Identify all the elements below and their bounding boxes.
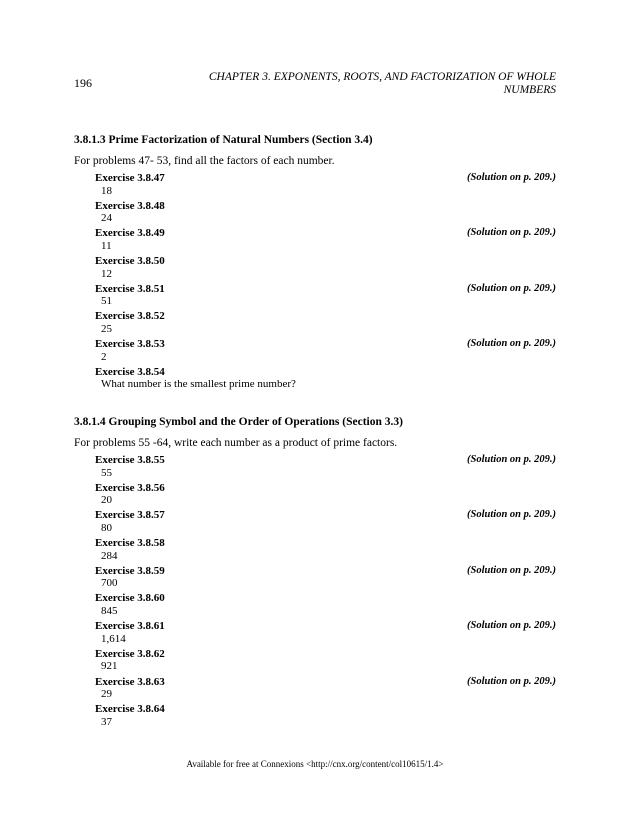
exercise-body: 80 [101, 521, 112, 534]
solution-link[interactable]: (Solution on p. 209.) [467, 675, 556, 687]
exercise-title: Exercise 3.8.52 [95, 310, 165, 323]
chapter-title-line-1: CHAPTER 3. EXPONENTS, ROOTS, AND FACTORIZATION OF WHOLE [208, 71, 556, 83]
exercise-title: Exercise 3.8.51 [95, 282, 165, 295]
solution-link[interactable]: (Solution on p. 209.) [467, 338, 556, 350]
exercise-title: Exercise 3.8.56 [95, 481, 165, 494]
exercise-title: Exercise 3.8.60 [95, 592, 165, 605]
exercise-body: 1,614 [101, 632, 126, 645]
exercise-item [95, 564, 556, 592]
section-heading: 3.8.1.3 Prime Factorization of Natural Numbers (Section 3.4) [74, 134, 373, 146]
exercise-title: Exercise 3.8.59 [95, 564, 165, 577]
exercise-title: Exercise 3.8.62 [95, 647, 165, 660]
exercise-title: Exercise 3.8.61 [95, 620, 165, 633]
exercise-item [95, 675, 556, 703]
solution-link[interactable]: (Solution on p. 209.) [467, 620, 556, 632]
exercise-body: 18 [101, 184, 112, 197]
exercise-item [95, 591, 556, 619]
exercise-body: 284 [101, 549, 118, 562]
exercise-body: 55 [101, 466, 112, 479]
exercise-title: Exercise 3.8.54 [95, 365, 165, 378]
exercise-item [95, 337, 556, 365]
exercise-item [95, 536, 556, 564]
exercise-title: Exercise 3.8.57 [95, 509, 165, 522]
exercise-title: Exercise 3.8.64 [95, 703, 165, 716]
exercise-title: Exercise 3.8.48 [95, 199, 165, 212]
exercise-body: 51 [101, 295, 112, 308]
exercise-item [95, 309, 556, 337]
section-heading: 3.8.1.4 Grouping Symbol and the Order of Operations (Section 3.3) [74, 416, 403, 428]
exercise-title: Exercise 3.8.50 [95, 255, 165, 268]
exercise-body: 25 [101, 322, 112, 335]
exercise-item [95, 199, 556, 227]
exercise-item [95, 508, 556, 536]
exercise-title: Exercise 3.8.49 [95, 227, 165, 240]
exercise-list [74, 453, 556, 730]
solution-link[interactable]: (Solution on p. 209.) [467, 564, 556, 576]
exercise-list [74, 171, 556, 393]
exercise-body: 29 [101, 688, 112, 700]
exercise-item [95, 171, 556, 199]
solution-link[interactable]: (Solution on p. 209.) [467, 227, 556, 239]
exercise-body: 845 [101, 604, 118, 617]
page-number: 196 [74, 76, 92, 90]
solution-link[interactable]: (Solution on p. 209.) [467, 454, 556, 465]
exercise-item [95, 702, 556, 730]
exercise-body: 37 [101, 715, 112, 728]
exercise-body: 11 [101, 239, 112, 252]
exercise-item [95, 453, 556, 481]
exercise-body: 20 [101, 494, 112, 507]
chapter-header [156, 71, 556, 97]
exercise-body: 12 [101, 267, 112, 280]
exercise-item [95, 647, 556, 675]
exercise-item [95, 254, 556, 282]
exercise-body: 921 [101, 660, 118, 673]
exercise-item [95, 282, 556, 310]
exercise-body: 24 [101, 212, 112, 225]
section-instructions: For problems 55 -64, write each number as a product of prime factors. [74, 437, 398, 449]
exercise-title: Exercise 3.8.63 [95, 675, 165, 688]
exercise-item [95, 481, 556, 509]
exercise-title: Exercise 3.8.55 [95, 454, 165, 466]
exercise-body: 2 [101, 350, 107, 363]
exercise-title: Exercise 3.8.58 [95, 537, 165, 550]
exercise-body: 700 [101, 577, 118, 590]
exercise-body: What number is the smallest prime number? [101, 378, 296, 391]
exercise-title: Exercise 3.8.47 [95, 172, 165, 184]
chapter-title-line-2: NUMBERS [503, 84, 556, 96]
exercise-item [95, 226, 556, 254]
solution-link[interactable]: (Solution on p. 209.) [467, 282, 556, 294]
exercise-title: Exercise 3.8.53 [95, 338, 165, 351]
section-grouping-symbol [74, 415, 556, 730]
page-footer: Available for free at Connexions <http://cnx.org/content/col10615/1.4> [186, 759, 444, 769]
solution-link[interactable]: (Solution on p. 209.) [467, 172, 556, 183]
solution-link[interactable]: (Solution on p. 209.) [467, 509, 556, 521]
section-instructions: For problems 47- 53, find all the factors of each number. [74, 155, 335, 167]
exercise-item [95, 619, 556, 647]
exercise-item [95, 365, 556, 393]
section-prime-factorization [74, 133, 556, 393]
